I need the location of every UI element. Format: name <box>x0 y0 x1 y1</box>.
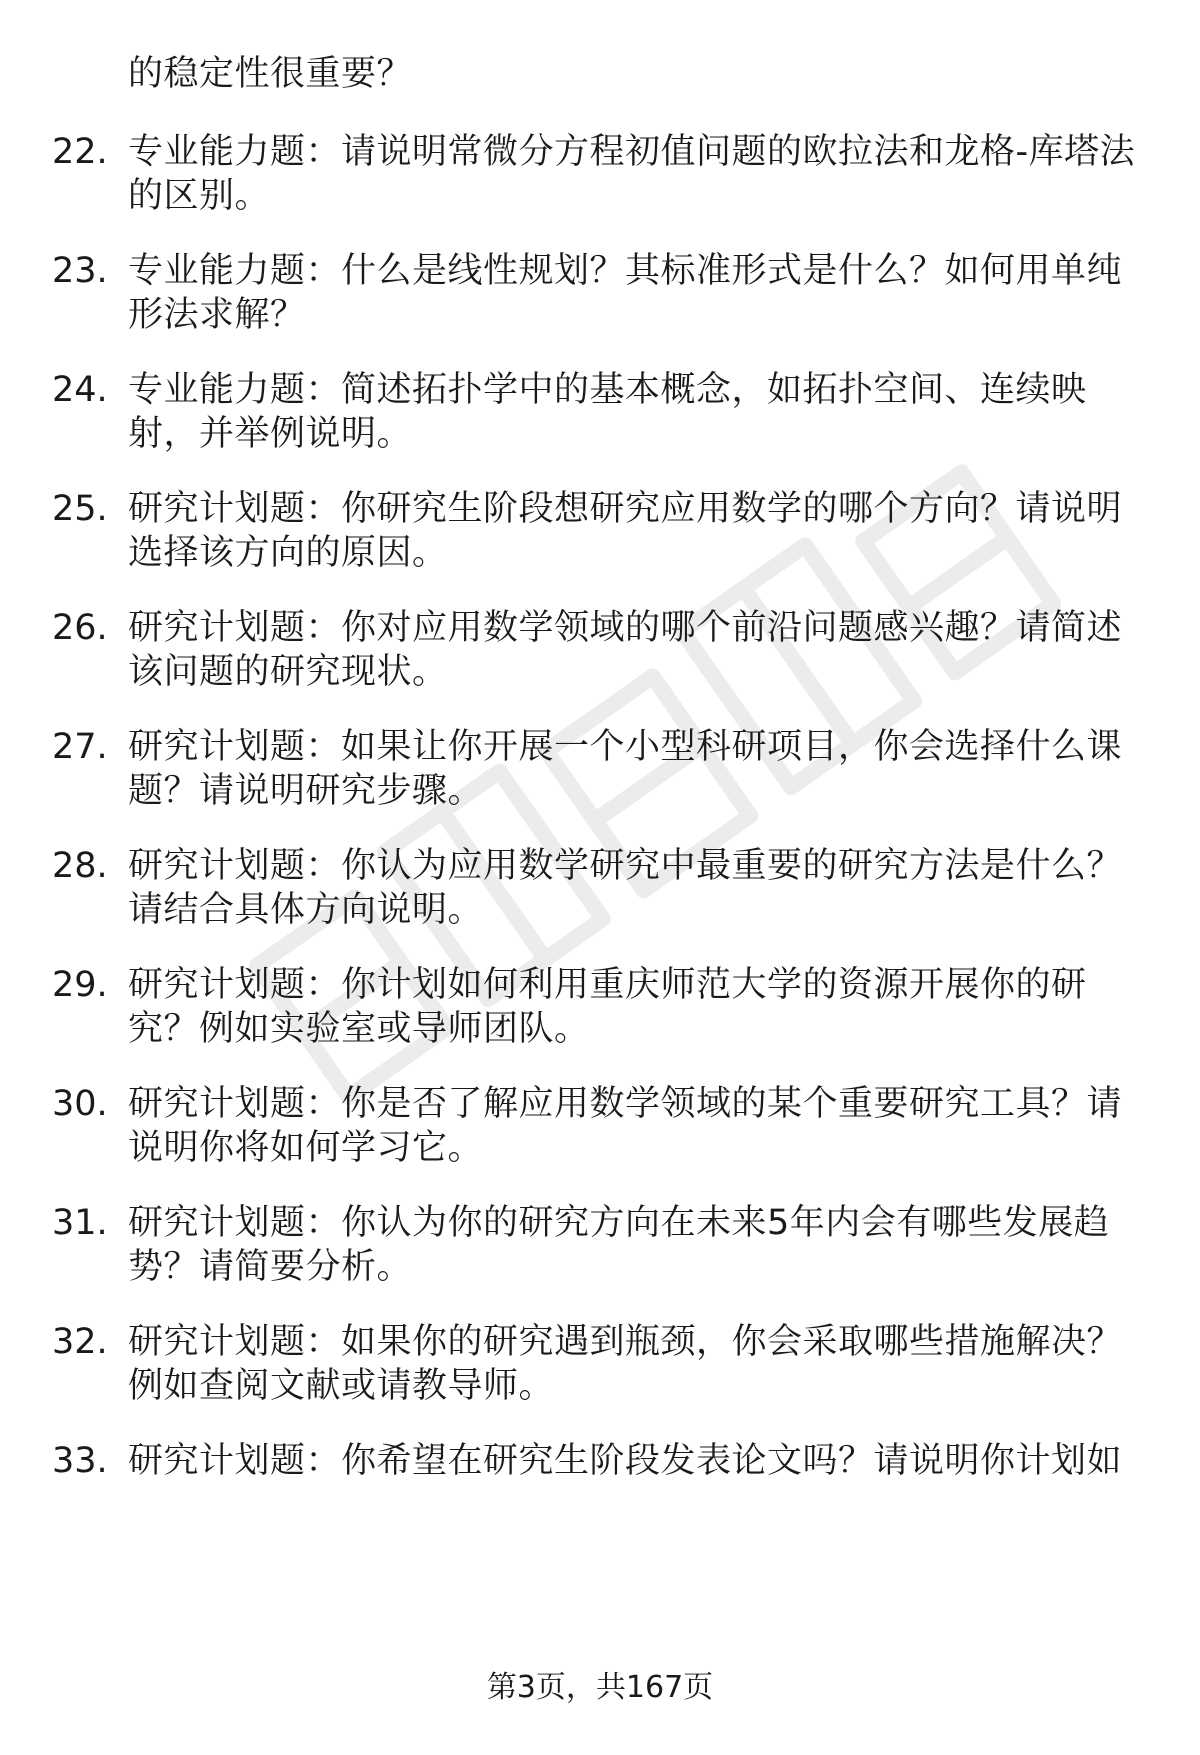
item-text-line2: 射，并举例说明。 <box>128 414 413 454</box>
item-text-line2: 说明你将如何学习它。 <box>128 1128 484 1168</box>
item-number: 30. <box>52 1084 108 1124</box>
item-text-line1: 专业能力题：什么是线性规划？其标准形式是什么？如何用单纯 <box>128 251 1123 291</box>
item-text-line2: 的区别。 <box>128 176 271 216</box>
item-text-line1: 专业能力题：简述拓扑学中的基本概念，如拓扑空间、连续映 <box>128 370 1087 410</box>
item-text-line1: 研究计划题：你认为应用数学研究中最重要的研究方法是什么？ <box>128 846 1123 886</box>
item-text-line2: 选择该方向的原因。 <box>128 533 448 573</box>
item-number: 24. <box>52 370 108 410</box>
item-number: 28. <box>52 846 108 886</box>
item-text-line1: 研究计划题：你希望在研究生阶段发表论文吗？请说明你计划如 <box>128 1441 1123 1481</box>
item-text-line1: 研究计划题：你是否了解应用数学领域的某个重要研究工具？请 <box>128 1084 1123 1124</box>
item-number: 32. <box>52 1322 108 1362</box>
item-number: 22. <box>52 132 108 172</box>
item-text-line2: 形法求解？ <box>128 295 306 335</box>
item-text-line1: 专业能力题：请说明常微分方程初值问题的欧拉法和龙格-库塔法 <box>128 132 1136 172</box>
item-number: 27. <box>52 727 108 767</box>
item-text-line2: 例如查阅文献或请教导师。 <box>128 1366 555 1406</box>
item-number: 25. <box>52 489 108 529</box>
item-text-line2: 该问题的研究现状。 <box>128 652 448 692</box>
item-number: 26. <box>52 608 108 648</box>
item-text-line2: 势？请简要分析。 <box>128 1247 413 1287</box>
item-text-line1: 研究计划题：你研究生阶段想研究应用数学的哪个方向？请说明 <box>128 489 1123 529</box>
item-text-line2: 请结合具体方向说明。 <box>128 890 484 930</box>
continuation-text: 的稳定性很重要？ <box>128 54 413 94</box>
item-text-line1: 研究计划题：如果你的研究遇到瓶颈，你会采取哪些措施解决？ <box>128 1322 1123 1362</box>
item-number: 33. <box>52 1441 108 1481</box>
item-text-line1: 研究计划题：你对应用数学领域的哪个前沿问题感兴趣？请简述 <box>128 608 1123 648</box>
item-text-line1: 研究计划题：你认为你的研究方向在未来5年内会有哪些发展趋 <box>128 1203 1110 1243</box>
item-text-line2: 题？请说明研究步骤。 <box>128 771 484 811</box>
item-text-line2: 究？例如实验室或导师团队。 <box>128 1009 590 1049</box>
item-text-line1: 研究计划题：如果让你开展一个小型科研项目，你会选择什么课 <box>128 727 1123 767</box>
item-number: 31. <box>52 1203 108 1243</box>
item-number: 29. <box>52 965 108 1005</box>
page-footer: 第3页，共167页 <box>486 1670 714 1705</box>
item-number: 23. <box>52 251 108 291</box>
item-text-line1: 研究计划题：你计划如何利用重庆师范大学的资源开展你的研 <box>128 965 1087 1005</box>
